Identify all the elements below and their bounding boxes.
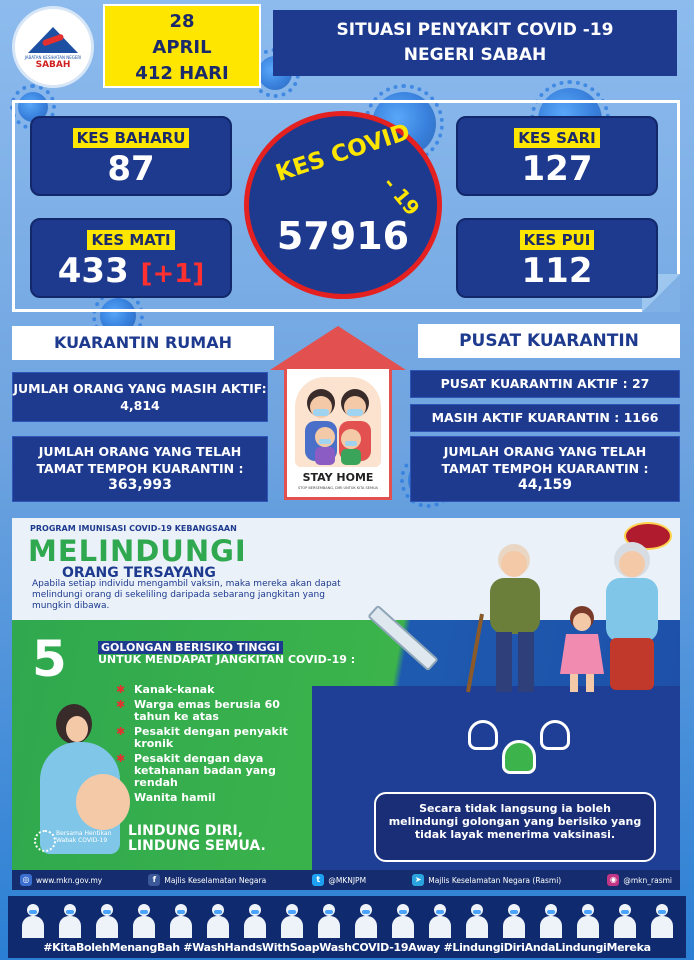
worker-icon [429, 902, 451, 938]
risk-group-title [98, 642, 378, 666]
social-bar [12, 870, 680, 890]
worker-icon [318, 902, 340, 938]
worker-icon [355, 902, 377, 938]
stat-value: 112 [521, 251, 593, 291]
stat-value: 127 [521, 149, 593, 189]
telegram-icon: ➤ [412, 874, 424, 886]
poster-slogan [128, 824, 266, 854]
social-facebook[interactable] [148, 874, 266, 886]
stat-kes-sari [456, 116, 658, 196]
poster-intro: Apabila setiap individu mengambil vaksin, maka mereka akan dapat melindungi orang di sekeliling daripada sebarang jangkitan yang mungkin dibawa. [32, 579, 341, 611]
date-day: 28 [169, 11, 195, 32]
masih-label: MASIH AKTIF KUARANTIN : [431, 410, 620, 425]
worker-icon [503, 902, 525, 938]
stat-kes-mati [30, 218, 232, 298]
stat-delta: [+1] [140, 259, 205, 289]
worker-icon [133, 902, 155, 938]
social-twitter[interactable] [312, 874, 366, 886]
aktif-label: JUMLAH ORANG YANG MASIH AKTIF: [13, 381, 267, 396]
list-item: ✱ Pesakit dengan penyakit kronik [116, 726, 316, 750]
list-item: ✱ Warga emas berusia 60 tahun ke atas [116, 699, 316, 723]
stat-label: KES SARI [514, 128, 599, 148]
poster-headline: MELINDUNGI [28, 534, 247, 568]
stat-kes-baharu [30, 116, 232, 196]
social-telegram[interactable] [412, 874, 561, 886]
poster-program: PROGRAM IMUNISASI COVID-19 KEBANGSAAN [30, 524, 237, 533]
globe-icon: ◎ [20, 874, 32, 886]
stat-value: 87 [107, 149, 155, 189]
stat-value: 433 [57, 251, 129, 291]
list-item: ✱ Wanita hamil [116, 792, 316, 804]
stat-label: KES MATI [87, 230, 174, 250]
worker-icon [540, 902, 562, 938]
stay-home-tagline: STOP BERSEMBANG, DIRI UNTUK KITA SEMUA [298, 486, 378, 490]
list-item: ✱ Pesakit dengan daya ketahanan badan yang rendah [116, 753, 316, 789]
circle-label-suffix: - 19 [378, 171, 425, 221]
stat-kes-pui [456, 218, 658, 298]
logo-text: JABATAN KESIHATAN NEGERI [24, 54, 82, 60]
pusat-kuarantin-masih [410, 404, 680, 432]
risk-group-list [116, 684, 316, 807]
social-web[interactable] [20, 874, 102, 886]
pusat-kuarantin-title: PUSAT KUARANTIN [418, 324, 680, 358]
pusat-aktif-value: 27 [631, 376, 650, 391]
tamat-label: JUMLAH ORANG YANG TELAH TAMAT TEMPOH KUARANTIN : [36, 444, 244, 476]
agency-logo [12, 6, 94, 88]
kuarantin-rumah-aktif [12, 372, 268, 422]
social-facebook-label: Majlis Keselamatan Negara [164, 875, 267, 885]
worker-icon [244, 902, 266, 938]
pusat-kuarantin-aktif [410, 370, 680, 398]
worker-icon [614, 902, 636, 938]
family-masks-icon [295, 377, 381, 467]
tamat-value: 363,993 [108, 477, 172, 493]
aktif-value: 4,814 [120, 398, 160, 413]
page-title [273, 10, 677, 76]
slogan-line-1: LINDUNG DIRI, [128, 823, 244, 839]
worker-icon [466, 902, 488, 938]
vaccination-poster [12, 518, 680, 870]
date-month: APRIL [152, 37, 212, 58]
elders-family-illustration [442, 534, 678, 694]
social-web-label: www.mkn.gov.my [36, 875, 103, 885]
title-line-2: NEGERI SABAH [403, 45, 547, 65]
total-covid-circle [244, 111, 442, 299]
pusat-tamat-value: 44,159 [517, 477, 573, 493]
instagram-icon: ◉ [607, 874, 619, 886]
stay-home-house [270, 326, 406, 502]
social-telegram-label: Majlis Keselamatan Negara (Rasmi) [428, 875, 562, 885]
pusat-kuarantin-tamat [410, 436, 680, 502]
stay-home-label: STAY HOME [302, 471, 374, 484]
frontliners-strip [8, 896, 686, 938]
worker-icon [577, 902, 599, 938]
list-item: ✱ Kanak-kanak [116, 684, 316, 696]
worker-icon [281, 902, 303, 938]
social-instagram[interactable] [607, 874, 672, 886]
slogan-line-2: LINDUNG SEMUA. [128, 838, 266, 854]
logo-state: SABAH [35, 59, 71, 70]
worker-icon [22, 902, 44, 938]
protected-group-icon [464, 714, 574, 786]
title-line-1: SITUASI PENYAKIT COVID -19 [336, 20, 614, 40]
worker-icon [207, 902, 229, 938]
kuarantin-rumah-title: KUARANTIN RUMAH [12, 326, 274, 360]
risk-group-count: 5 [32, 630, 67, 688]
worker-icon [170, 902, 192, 938]
poster-message: Secara tidak langsung ia boleh melindungi golongan yang berisiko yang tidak layak menerima vaksinasi. [374, 792, 656, 862]
stat-label: KES BAHARU [73, 128, 190, 148]
social-twitter-label: @MKNJPM [328, 875, 367, 885]
mountain-logo-icon [28, 25, 78, 53]
stat-label: KES PUI [520, 230, 595, 250]
pusat-aktif-label: PUSAT KUARANTIN AKTIF : [440, 376, 628, 391]
house-body [284, 366, 392, 500]
risk-group-title-rest: UNTUK MENDAPAT JANGKITAN COVID-19 : [98, 653, 356, 666]
kuarantin-rumah-tamat [12, 436, 268, 502]
date-days-count: 412 HARI [135, 63, 229, 84]
circle-label: KES COVID [272, 119, 414, 187]
worker-icon [392, 902, 414, 938]
facebook-icon: f [148, 874, 160, 886]
date-box [103, 4, 261, 88]
twitter-icon: t [312, 874, 324, 886]
house-roof-icon [270, 326, 406, 370]
social-instagram-label: @mkn_rasmi [623, 875, 672, 885]
bersama-logo: Bersama Hentikan Wabak COVID-19 [34, 830, 114, 844]
circle-value: 57916 [276, 214, 410, 258]
pusat-tamat-label: JUMLAH ORANG YANG TELAH TAMAT TEMPOH KUARANTIN : [441, 444, 649, 476]
poster-headline-2: ORANG TERSAYANG [62, 565, 216, 581]
worker-icon [651, 902, 673, 938]
hashtags: #KitaBolehMenangBah #WashHandsWithSoapWashCOVID-19Away #LindungiDiriAndaLindungiMereka [8, 938, 686, 958]
masih-value: 1166 [623, 410, 659, 425]
worker-icon [59, 902, 81, 938]
risk-group-title-highlight: GOLONGAN BERISIKO TINGGI [98, 641, 283, 654]
worker-icon [96, 902, 118, 938]
